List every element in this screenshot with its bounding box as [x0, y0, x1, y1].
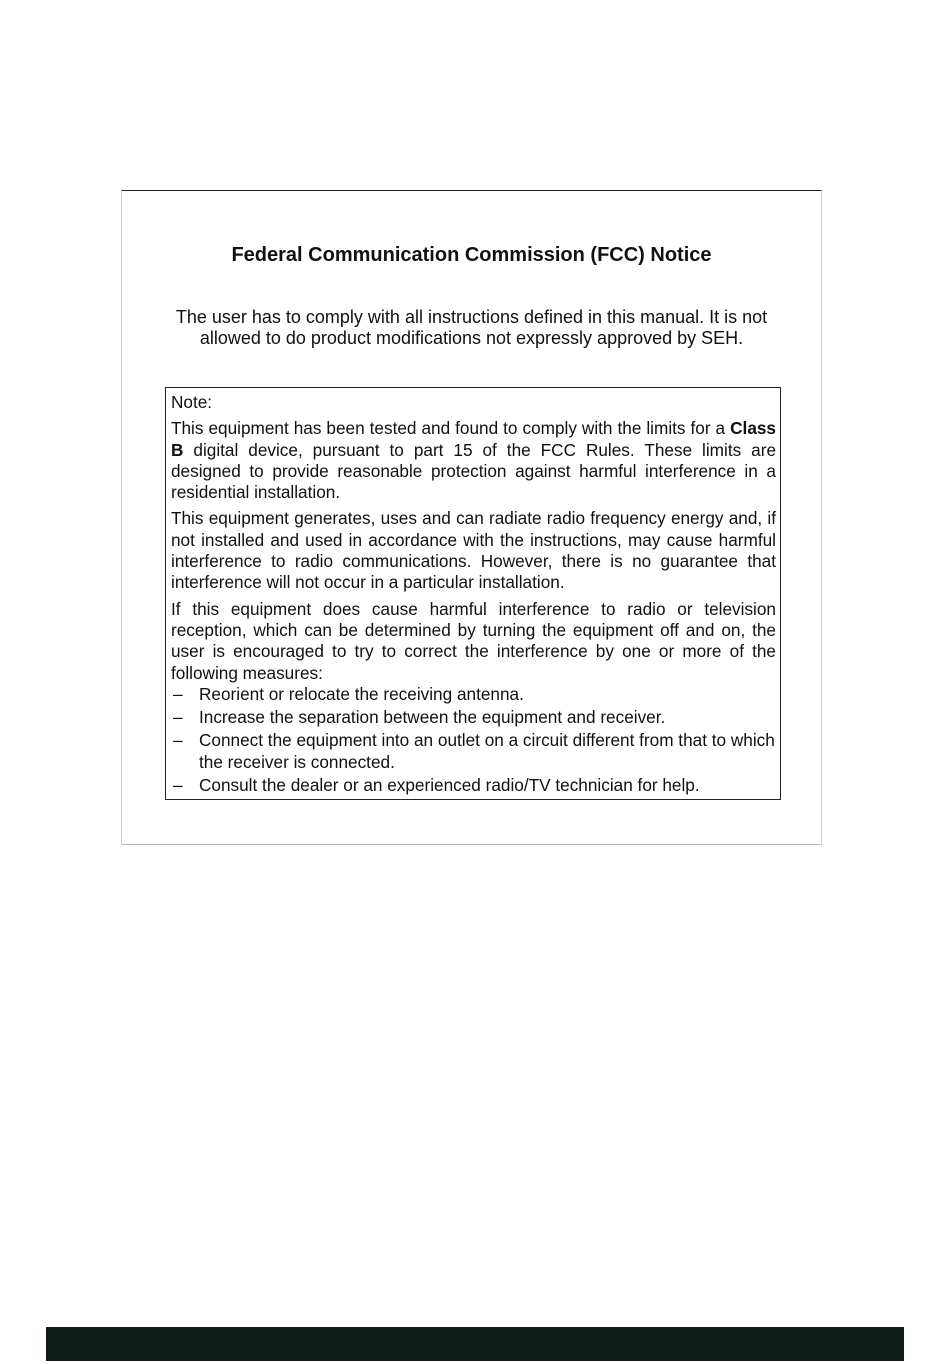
- note-paragraph-1-end: digital device, pursuant to part 15 of the FCC Rules. These limits are designed to provide reasonable protection against harmful interference in a residential installation.: [171, 439, 776, 503]
- fcc-notice-frame: [121, 190, 822, 845]
- note-paragraph-measures-intro: If this equipment does cause harmful interference to radio or television reception, which can be determined by turning the equipment off and on, the user is encouraged to try to correct the interference by one or more of the following measures:: [171, 598, 776, 683]
- list-item: [171, 684, 776, 705]
- measures-list: [171, 684, 776, 796]
- measure-text: Increase the separation between the equipment and receiver.: [199, 707, 666, 728]
- dash-bullet: –: [173, 707, 183, 728]
- notice-title: Federal Communication Commission (FCC) Notice: [231, 244, 712, 266]
- dash-bullet: –: [173, 775, 183, 796]
- note-paragraph-interference: This equipment generates, uses and can radiate radio frequency energy and, if not installed and used in accordance with the instructions, may cause harmful interference to radio communications. However, there is no guarantee that interference will not occur in a particular installation.: [171, 508, 776, 593]
- note-paragraph-1-start: This equipment has been tested and found to comply with the limits for a: [171, 418, 731, 439]
- list-item: [171, 775, 776, 796]
- dash-bullet: –: [173, 730, 183, 751]
- list-item: [171, 730, 776, 773]
- note-label: Note:: [171, 392, 213, 412]
- measure-text: Consult the dealer or an experienced radio/TV technician for help.: [199, 775, 700, 796]
- notice-intro: The user has to comply with all instructions defined in this manual. It is not allowed to do product modifications not expressly approved by SEH.: [175, 307, 768, 348]
- note-paragraph-class-b: [171, 418, 776, 503]
- measure-text: Reorient or relocate the receiving antenna.: [199, 683, 524, 704]
- measure-text: Connect the equipment into an outlet on a circuit different from that to which the receiver is connected.: [199, 730, 775, 772]
- footer-bar: [46, 1327, 904, 1361]
- class-b-emphasis: Class B: [171, 418, 776, 460]
- note-box: [165, 387, 781, 800]
- list-item: [171, 707, 776, 728]
- dash-bullet: –: [173, 683, 183, 704]
